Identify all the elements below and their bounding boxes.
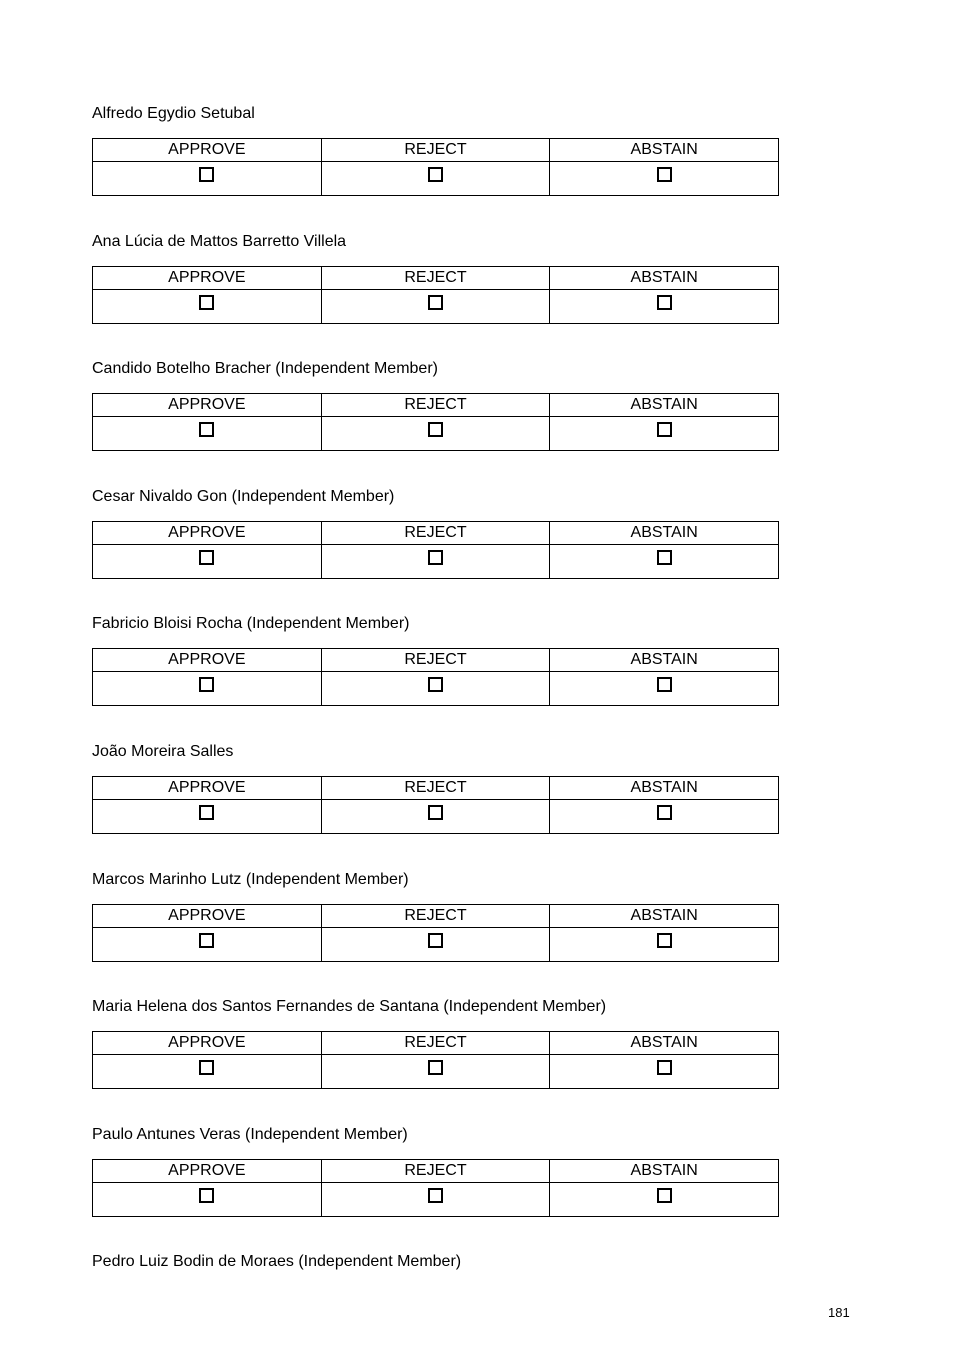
approve-checkbox[interactable]: [199, 933, 214, 948]
approve-label: APPROVE: [93, 1032, 322, 1055]
reject-checkbox[interactable]: [428, 1060, 443, 1075]
reject-checkbox[interactable]: [428, 1188, 443, 1203]
vote-table: [92, 776, 779, 834]
abstain-label: ABSTAIN: [550, 267, 779, 290]
abstain-checkbox[interactable]: [657, 295, 672, 310]
vote-table: [92, 648, 779, 706]
page-number: 181: [828, 1305, 850, 1320]
reject-label: REJECT: [321, 905, 550, 928]
approve-label: APPROVE: [93, 394, 322, 417]
vote-table: [92, 1031, 779, 1089]
approve-checkbox[interactable]: [199, 805, 214, 820]
candidate-name: Candido Botelho Bracher (Independent Member): [92, 360, 438, 377]
abstain-label: ABSTAIN: [550, 777, 779, 800]
abstain-checkbox[interactable]: [657, 1188, 672, 1203]
approve-checkbox[interactable]: [199, 167, 214, 182]
reject-checkbox[interactable]: [428, 933, 443, 948]
reject-label: REJECT: [321, 267, 550, 290]
vote-table: [92, 393, 779, 451]
reject-checkbox[interactable]: [428, 677, 443, 692]
reject-label: REJECT: [321, 777, 550, 800]
approve-checkbox[interactable]: [199, 1060, 214, 1075]
reject-label: REJECT: [321, 139, 550, 162]
reject-label: REJECT: [321, 394, 550, 417]
abstain-label: ABSTAIN: [550, 649, 779, 672]
abstain-label: ABSTAIN: [550, 394, 779, 417]
vote-table: [92, 266, 779, 324]
reject-label: REJECT: [321, 522, 550, 545]
abstain-checkbox[interactable]: [657, 550, 672, 565]
reject-checkbox[interactable]: [428, 805, 443, 820]
approve-label: APPROVE: [93, 777, 322, 800]
abstain-checkbox[interactable]: [657, 1060, 672, 1075]
reject-label: REJECT: [321, 649, 550, 672]
approve-checkbox[interactable]: [199, 422, 214, 437]
reject-checkbox[interactable]: [428, 295, 443, 310]
approve-label: APPROVE: [93, 1160, 322, 1183]
abstain-label: ABSTAIN: [550, 139, 779, 162]
abstain-label: ABSTAIN: [550, 1032, 779, 1055]
candidate-name: Marcos Marinho Lutz (Independent Member): [92, 871, 409, 888]
reject-checkbox[interactable]: [428, 550, 443, 565]
reject-label: REJECT: [321, 1032, 550, 1055]
abstain-checkbox[interactable]: [657, 167, 672, 182]
vote-table: [92, 1159, 779, 1217]
candidate-name: Cesar Nivaldo Gon (Independent Member): [92, 488, 395, 505]
candidate-name: Maria Helena dos Santos Fernandes de Santana (Independent Member): [92, 998, 607, 1015]
approve-label: APPROVE: [93, 522, 322, 545]
approve-checkbox[interactable]: [199, 295, 214, 310]
approve-checkbox[interactable]: [199, 677, 214, 692]
candidate-name: Paulo Antunes Veras (Independent Member): [92, 1126, 408, 1143]
vote-table: [92, 904, 779, 962]
abstain-checkbox[interactable]: [657, 933, 672, 948]
candidate-name: Fabricio Bloisi Rocha (Independent Member): [92, 615, 410, 632]
candidate-name: João Moreira Salles: [92, 743, 234, 760]
approve-label: APPROVE: [93, 139, 322, 162]
candidate-name: Ana Lúcia de Mattos Barretto Villela: [92, 233, 347, 250]
abstain-label: ABSTAIN: [550, 1160, 779, 1183]
reject-checkbox[interactable]: [428, 422, 443, 437]
abstain-checkbox[interactable]: [657, 805, 672, 820]
abstain-label: ABSTAIN: [550, 905, 779, 928]
abstain-checkbox[interactable]: [657, 422, 672, 437]
candidate-name: Alfredo Egydio Setubal: [92, 105, 255, 122]
approve-checkbox[interactable]: [199, 550, 214, 565]
approve-label: APPROVE: [93, 267, 322, 290]
abstain-checkbox[interactable]: [657, 677, 672, 692]
candidate-name: Pedro Luiz Bodin de Moraes (Independent Member): [92, 1253, 462, 1270]
reject-label: REJECT: [321, 1160, 550, 1183]
approve-checkbox[interactable]: [199, 1188, 214, 1203]
vote-table: [92, 521, 779, 579]
abstain-label: ABSTAIN: [550, 522, 779, 545]
vote-table: [92, 138, 779, 196]
approve-label: APPROVE: [93, 649, 322, 672]
reject-checkbox[interactable]: [428, 167, 443, 182]
approve-label: APPROVE: [93, 905, 322, 928]
